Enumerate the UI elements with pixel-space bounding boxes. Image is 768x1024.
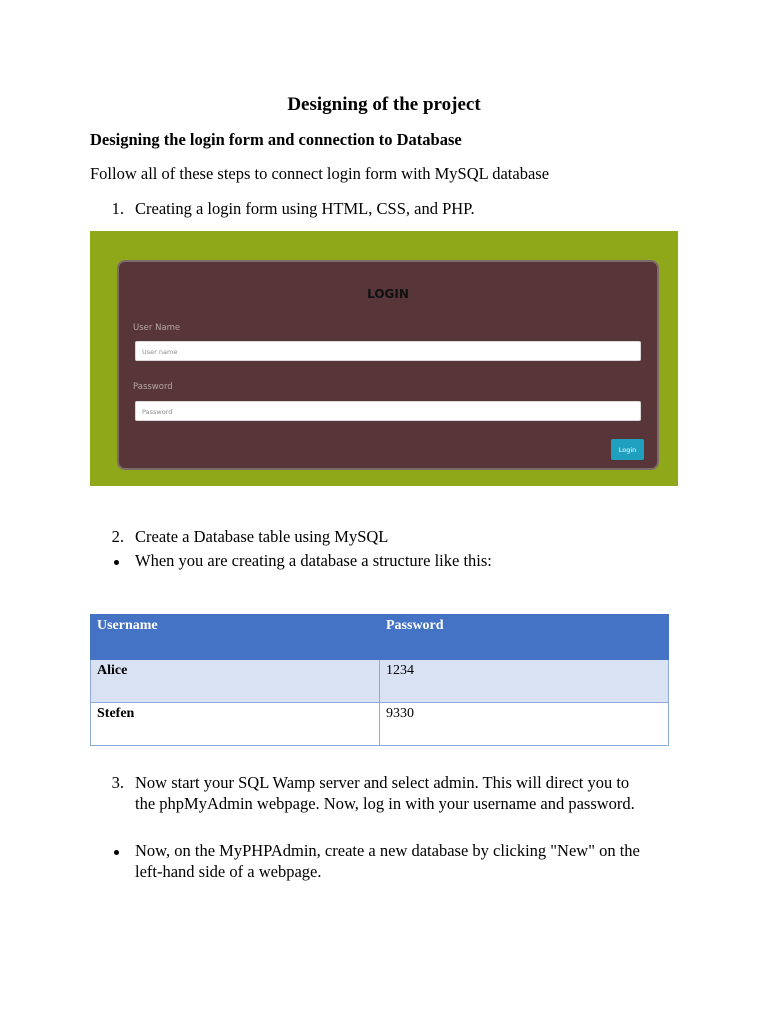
password-label: Password <box>133 382 173 392</box>
bullet-item-2 <box>90 841 730 885</box>
step-text: Creating a login form using HTML, CSS, and PHP. <box>135 199 475 218</box>
bullet-text: When you are creating a database a structure like this: <box>135 551 492 570</box>
cell-username: Stefen <box>91 703 380 746</box>
table-row <box>91 660 669 703</box>
intro-paragraph: Follow all of these steps to connect login form with MySQL database <box>90 164 550 183</box>
step-2 <box>90 527 690 549</box>
step-text-line-2: the phpMyAdmin webpage. Now, log in with your username and password. <box>135 793 635 813</box>
database-structure-table <box>90 614 669 746</box>
step-3 <box>90 773 730 817</box>
step-1 <box>90 199 690 221</box>
login-card <box>117 260 659 470</box>
bullet-item-1 <box>90 551 690 573</box>
table-header-row <box>91 615 669 660</box>
step-text-line-1: Now start your SQL Wamp server and select admin. This will direct you to <box>135 773 630 792</box>
bullet-text-line-1: Now, on the MyPHPAdmin, create a new database by clicking "New" on the <box>135 841 640 860</box>
cell-username: Alice <box>91 660 380 703</box>
bullet-icon <box>114 560 119 565</box>
column-header-password: Password <box>380 615 669 660</box>
bullet-text-line-2: left-hand side of a webpage. <box>135 861 322 881</box>
step-number: 1. <box>111 199 124 218</box>
document-title: Designing of the project <box>287 94 481 115</box>
column-header-username: Username <box>91 615 380 660</box>
login-button[interactable]: Login <box>611 439 644 460</box>
table-row <box>91 703 669 746</box>
username-input[interactable]: User name <box>135 341 641 361</box>
step-text: Create a Database table using MySQL <box>135 527 389 546</box>
section-subheading: Designing the login form and connection to Database <box>90 130 462 149</box>
username-label: User Name <box>133 323 181 333</box>
bullet-icon <box>114 850 119 855</box>
step-number: 3. <box>111 773 124 792</box>
password-input[interactable]: Password <box>135 401 641 421</box>
login-heading: LOGIN <box>367 287 409 301</box>
cell-password: 9330 <box>380 703 669 746</box>
step-number: 2. <box>111 527 124 546</box>
login-form-screenshot <box>90 231 678 486</box>
cell-password: 1234 <box>380 660 669 703</box>
